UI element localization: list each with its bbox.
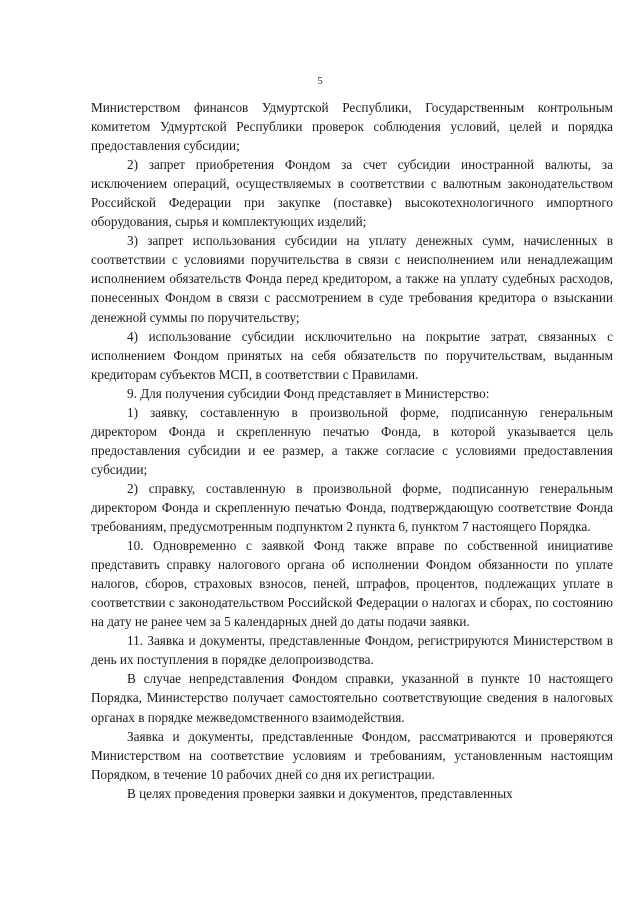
paragraph: 10. Одновременно с заявкой Фонд также вправе по собственной инициативе представить справку налогового органа об исполнении Фондом обязанности по уплате налогов, сборов, страховых взносов, пеней, штрафов, процентов, подлежащих уплате в соответствии с законодательством Российской Федерации о налогах и сборах, по состоянию на дату не ранее чем за 5 календарных дней до даты подачи заявки. (91, 538, 613, 630)
paragraph: 3) запрет использования субсидии на уплату денежных сумм, начисленных в соответствии с условиями поручительства в связи с неисполнением или ненадлежащим исполнением обязательств Фонда перед кредитором, а также на уплату судебных расходов, понесенных Фондом в связи с рассмотрением в суде требования кредитора о взыскании денежной суммы по поручительству; (91, 233, 613, 325)
paragraph: 11. Заявка и документы, представленные Фондом, регистрируются Министерством в день их поступления в порядке делопроизводства. (91, 633, 613, 668)
paragraph: 2) запрет приобретения Фондом за счет субсидии иностранной валюты, за исключением операций, осуществляемых в соответствии с валютным законодательством Российской Федерации при закупке (поставке) высокотехнологичного импортного оборудования, сырья и комплектующих изделий; (91, 157, 613, 230)
paragraph: 9. Для получения субсидии Фонд представляет в Министерство: (127, 385, 490, 401)
paragraph: Заявка и документы, представленные Фондом, рассматриваются и проверяются Министерством на соответствие условиям и требованиям, установленным настоящим Порядком, в течение 10 рабочих дней со дня их регистрации. (91, 728, 613, 782)
paragraph: В случае непредставления Фондом справки, указанной в пункте 10 настоящего Порядка, Министерство получает самостоятельно соответствующие сведения в налоговых органах в порядке межведомственного взаимодействия. (91, 671, 613, 725)
paragraph-continuation: Министерством финансов Удмуртской Республики, Государственным контрольным комитетом Удмуртской Республики проверок соблюдения условий, целей и порядка предоставления субсидии; (91, 100, 613, 154)
page-number: 5 (317, 75, 323, 87)
paragraph: 4) использование субсидии исключительно на покрытие затрат, связанных с исполнением Фондом принятых на себя обязательств по поручительствам, выданным кредиторам субъектов МСП, в соответствии с Правилами. (91, 328, 613, 382)
document-body (91, 98, 613, 803)
paragraph: В целях проведения проверки заявки и документов, представленных (127, 785, 513, 801)
paragraph: 1) заявку, составленную в произвольной форме, подписанную генеральным директором Фонда и скрепленную печатью Фонда, в которой указывается цель предоставления субсидии и ее размер, а также согласие с условиями предоставления субсидии; (91, 404, 613, 477)
paragraph: 2) справку, составленную в произвольной форме, подписанную генеральным директором Фонда и скрепленную печатью Фонда, подтверждающую соответствие Фонда требованиям, предусмотренным подпунктом 2 пункта 6, пунктом 7 настоящего Порядка. (91, 480, 613, 535)
